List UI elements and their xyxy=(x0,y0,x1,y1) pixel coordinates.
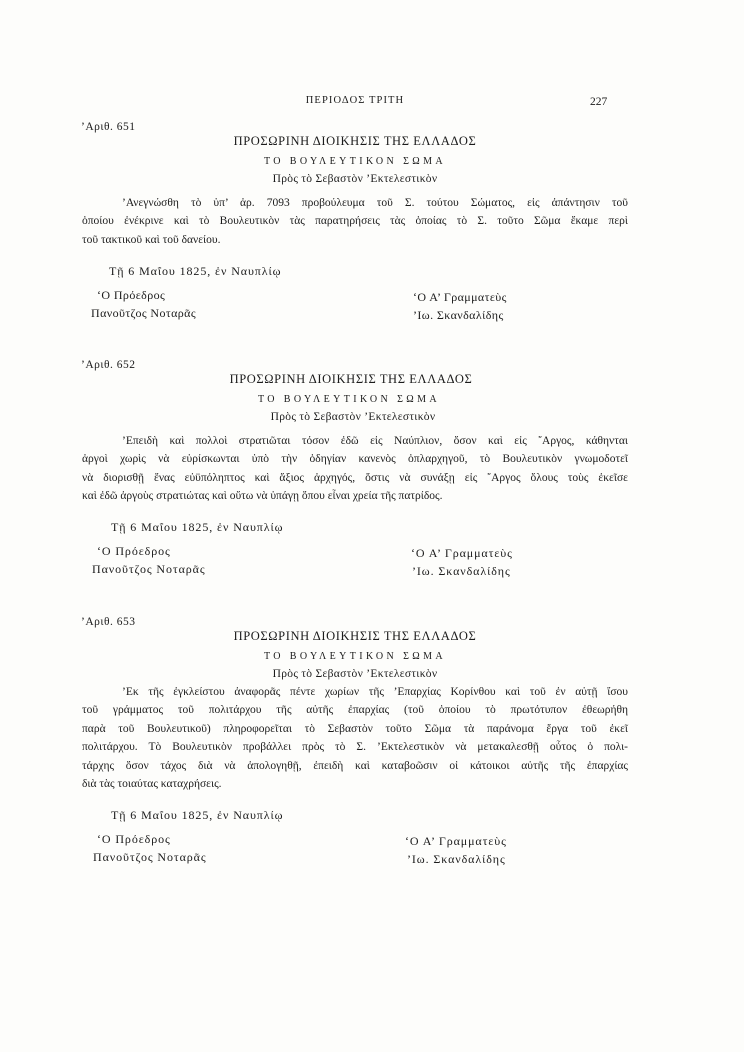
authority-heading: ΠΡΟΣΩΡΙΝΗ ΔΙΟΙΚΗΣΙΣ ΤΗΣ ΕΛΛΑΔΟΣ xyxy=(233,134,477,148)
secretary-title: ‘Ο Α’ Γραμματεὺς xyxy=(411,546,513,561)
document-entry xyxy=(0,614,744,866)
date-place: Τῇ 6 Μαΐου 1825, ἐν Ναυπλίῳ xyxy=(109,263,282,278)
document-number: ’Αριθ. 652 xyxy=(81,359,136,371)
body-line: καὶ ἐδῶ ἀργοὺς στρατιώτας καὶ οὕτω νὰ ὑπάγῃ ὅπου εἶναι χρεία τῆς πατρίδος. xyxy=(82,490,443,503)
secretary-title: ‘Ο Α’ Γραμματεὺς xyxy=(405,834,507,849)
body-line: ’Ανεγνώσθη τὸ ὑπ’ ἀρ. 7093 προβούλευμα τοῦ Σ. τούτου Σώματος, εἰς ἀπάντησιν τοῦ xyxy=(122,196,628,209)
president-title: ‘Ο Πρόεδρος xyxy=(97,544,171,559)
body-line: πολιτάρχου. Τὸ Βουλευτικὸν προβάλλει πρὸς τὸ Σ. ’Εκτελεστικὸν νὰ μετακαλεσθῇ οὗτος ὁ πολι- xyxy=(82,741,628,754)
president-name: Πανοῦτζος Νοταρᾶς xyxy=(92,562,206,577)
president-name: Πανοῦτζος Νοταρᾶς xyxy=(91,305,197,320)
addressee-line: Πρὸς τὸ Σεβαστὸν ’Εκτελεστικὸν xyxy=(272,173,438,185)
signature-titles xyxy=(0,542,744,560)
president-title: ‘Ο Πρόεδρος xyxy=(97,832,171,847)
sender-heading: ΤΟ ΒΟΥΛΕΥΤΙΚΟΝ ΣΩΜΑ xyxy=(263,156,447,167)
president-name: Πανοῦτζος Νοταρᾶς xyxy=(93,850,207,865)
document-entry xyxy=(0,119,744,322)
body-line: τάρχης ὅσον τάχος διὰ νὰ ἀπολογηθῇ, ἐπειδὴ καὶ καταβοῶσιν οἱ κάτοικοι αὐτῆς τῆς ἐπαρχίας xyxy=(82,759,628,772)
body-line: ἀργοὶ χωρὶς νὰ εὑρίσκωνται ὑπὸ τὴν ὁδηγίαν κανενὸς ὁπλαρχηγοῦ, τὸ Βουλευτικὸν γνωμοδοτεῖ xyxy=(82,453,628,466)
authority-heading: ΠΡΟΣΩΡΙΝΗ ΔΙΟΙΚΗΣΙΣ ΤΗΣ ΕΛΛΑΔΟΣ xyxy=(229,372,473,386)
signature-names xyxy=(0,304,744,322)
body-line: ὁποίου ἐνέκρινε καὶ τὸ Βουλευτικὸν τὰς παρατηρήσεις τὰς ὁποίας τὸ Σ. τοῦτο Σῶμα ἔκαμε περὶ xyxy=(82,215,628,228)
secretary-title: ‘Ο Α’ Γραμματεὺς xyxy=(413,289,507,304)
body-text xyxy=(82,432,628,506)
signature-titles xyxy=(0,286,744,304)
body-line: παρὰ τοῦ Βουλευτικοῦ) πληροφορεῖται τὸ Σεβαστὸν τοῦτο Σῶμα τὰ παράνομα ἔργα τοῦ ἐκεῖ xyxy=(82,722,628,735)
signature-names xyxy=(0,560,744,578)
document-entry xyxy=(0,357,744,578)
body-line: νὰ διορισθῇ ἕνας εὐϋπόληπτος καὶ ἄξιος ἀρχηγός, ὅστις νὰ συνάξῃ εἰς ῎Αργος ὅλους τοὺς ἐκεῖσε xyxy=(82,471,628,484)
document-number: ’Αριθ. 653 xyxy=(81,616,136,628)
sender-heading: ΤΟ ΒΟΥΛΕΥΤΙΚΟΝ ΣΩΜΑ xyxy=(263,651,447,662)
body-line: διὰ τὰς τοιαύτας καταχρήσεις. xyxy=(82,778,222,791)
body-line: ’Επειδὴ καὶ πολλοὶ στρατιῶται τόσον ἐδῶ εἰς Ναύπλιον, ὅσον καὶ εἰς ῎Αργος, κάθηνται xyxy=(122,434,628,447)
document-number: ’Αριθ. 651 xyxy=(81,121,136,133)
body-text xyxy=(82,194,628,250)
sender-heading: ΤΟ ΒΟΥΛΕΥΤΙΚΟΝ ΣΩΜΑ xyxy=(257,394,441,405)
authority-heading: ΠΡΟΣΩΡΙΝΗ ΔΙΟΙΚΗΣΙΣ ΤΗΣ ΕΛΛΑΔΟΣ xyxy=(233,629,477,643)
secretary-name: ’Ιω. Σκανδαλίδης xyxy=(412,564,511,579)
secretary-name: ’Ιω. Σκανδαλίδης xyxy=(407,852,506,867)
addressee-line: Πρὸς τὸ Σεβαστὸν ’Εκτελεστικὸν xyxy=(272,668,438,680)
running-title: ΠΕΡΙΟΔΟΣ ΤΡΙΤΗ xyxy=(305,95,405,106)
president-title: ‘Ο Πρόεδρος xyxy=(97,287,166,302)
date-place: Τῇ 6 Μαΐου 1825, ἐν Ναυπλίῳ xyxy=(111,808,284,823)
page-number: 227 xyxy=(590,96,608,108)
date-place: Τῇ 6 Μαΐου 1825, ἐν Ναυπλίῳ xyxy=(111,520,284,535)
body-text xyxy=(82,683,628,794)
body-line: τοῦ τακτικοῦ καὶ τοῦ δανείου. xyxy=(82,233,221,246)
secretary-name: ’Ιω. Σκανδαλίδης xyxy=(413,307,504,322)
body-line: ’Εκ τῆς ἐγκλείστου ἀναφορᾶς πέντε χωρίων τῆς ’Επαρχίας Κορίνθου καὶ τοῦ ἐν αὐτῇ ἴσου xyxy=(122,685,628,698)
signature-names xyxy=(0,848,744,866)
addressee-line: Πρὸς τὸ Σεβαστὸν ’Εκτελεστικὸν xyxy=(270,411,436,423)
body-line: τοῦ γράμματος τοῦ πολιτάρχου τῆς αὐτῆς ἐπαρχίας (τοῦ ὁποίου τὸ πρωτότυπον ἐθεωρήθη xyxy=(82,704,628,717)
signature-titles xyxy=(0,830,744,848)
